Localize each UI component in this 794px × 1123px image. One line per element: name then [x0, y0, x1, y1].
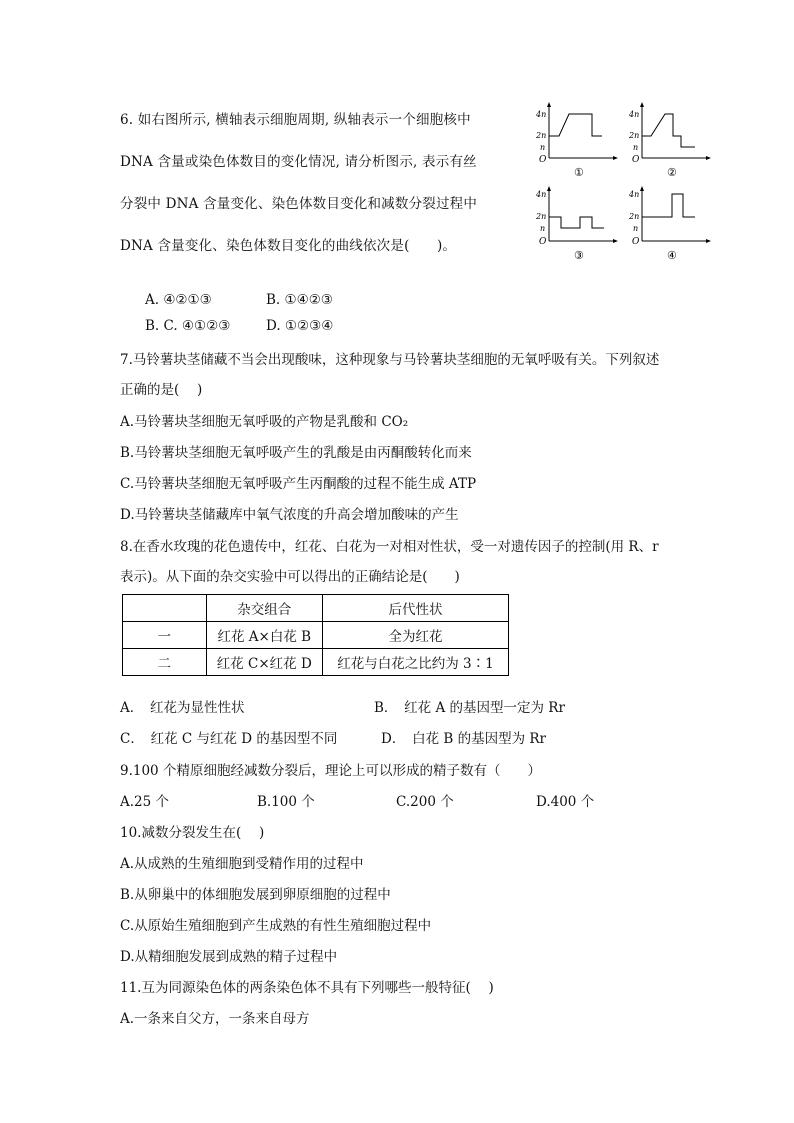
- table-header-cell: [123, 595, 207, 622]
- q8-option-c: C． 红花 C 与红花 D 的基因型不同: [120, 731, 338, 747]
- chart-1-curve: [549, 114, 602, 136]
- chart-1-x-arrow: [613, 156, 618, 160]
- q6-option-c: B. C. ④①②③: [145, 318, 231, 334]
- chart-4-label: ④: [667, 249, 677, 262]
- chart-2-tick-4n: 4n: [629, 110, 640, 119]
- q7-stem-line-1: 7.马铃薯块茎储藏不当会出现酸味，这种现象与马铃薯块茎细胞的无氧呼吸有关。下列叙述: [120, 352, 660, 368]
- q6-line-1: 6. 如右图所示, 横轴表示细胞周期, 纵轴表示一个细胞核中: [120, 112, 471, 128]
- table-row: [123, 622, 509, 649]
- chart-3-y-arrow: [547, 186, 551, 191]
- table-row: [123, 649, 509, 676]
- q10-option-a: A.从成熟的生殖细胞到受精作用的过程中: [120, 856, 364, 872]
- q6-line-3: 分裂中 DNA 含量变化、染色体数目变化和减数分裂过程中: [120, 196, 478, 212]
- chart-1-tick-o: O: [539, 155, 547, 165]
- table-cell: 二: [123, 649, 207, 676]
- q10-option-d: D.从精细胞发展到成熟的精子过程中: [120, 949, 338, 965]
- cross-table: [122, 594, 509, 676]
- q11-stem: 11.互为同源染色体的两条染色体不具有下列哪些一般特征( ): [120, 980, 494, 996]
- chart-4-x-arrow: [706, 239, 711, 243]
- chart-1-y-arrow: [547, 102, 551, 107]
- chart-2-y-arrow: [640, 102, 644, 107]
- q7-stem-line-2: 正确的是( ): [120, 382, 203, 398]
- chart-3-tick-4n: 4n: [536, 190, 547, 199]
- q9-option-c: C.200 个: [396, 794, 454, 810]
- q8-option-d: D． 白花 B 的基因型为 Rr: [381, 731, 546, 747]
- table-cell: 全为红花: [322, 622, 508, 649]
- chart-4: [625, 186, 713, 266]
- table-cell: 红花 C×红花 D: [206, 649, 322, 676]
- chart-4-curve: [642, 194, 695, 217]
- chart-3: [532, 186, 620, 266]
- chart-2-tick-2n: 2n: [629, 131, 640, 140]
- q10-stem: 10.减数分裂发生在( ): [120, 825, 265, 841]
- q7-option-c: C.马铃薯块茎细胞无氧呼吸产生丙酮酸的过程不能生成 ATP: [120, 476, 477, 492]
- chart-1: [532, 100, 620, 180]
- q6-option-d: D. ①②③④: [266, 318, 334, 334]
- table-header-cell: 后代性状: [322, 595, 508, 622]
- q8-stem-line-1: 8.在香水玫瑰的花色遗传中，红花、白花为一对相对性状，受一对遗传因子的控制(用 R、r: [120, 539, 659, 555]
- chart-3-curve: [549, 217, 604, 228]
- table-header-row: [123, 595, 509, 622]
- chart-2-x-arrow: [706, 156, 711, 160]
- q9-stem: 9.100 个精原细胞经减数分裂后，理论上可以形成的精子数有（ ）: [120, 763, 541, 779]
- chart-2-tick-n: n: [633, 143, 639, 152]
- chart-1-tick-4n: 4n: [536, 110, 547, 119]
- table-cell: 红花 A×白花 B: [206, 622, 322, 649]
- chart-3-tick-o: O: [539, 237, 547, 247]
- chart-4-y-arrow: [640, 186, 644, 191]
- q11-option-a: A.一条来自父方，一条来自母方: [120, 1011, 310, 1027]
- q7-option-a: A.马铃薯块茎细胞无氧呼吸的产物是乳酸和 CO₂: [120, 414, 409, 430]
- q10-option-b: B.从卵巢中的体细胞发展到卵原细胞的过程中: [120, 887, 391, 903]
- q9-option-a: A.25 个: [120, 794, 170, 810]
- chart-4-tick-o: O: [632, 237, 640, 247]
- q6-line-4: DNA 含量变化、染色体数目变化的曲线依次是( )。: [120, 238, 457, 254]
- table-header-cell: 杂交组合: [206, 595, 322, 622]
- chart-4-tick-2n: 2n: [629, 212, 640, 221]
- q6-option-a: A. ④②①③: [145, 292, 212, 308]
- chart-3-x-arrow: [613, 239, 618, 243]
- chart-4-tick-4n: 4n: [629, 190, 640, 199]
- chart-3-tick-n: n: [540, 224, 546, 233]
- q7-option-b: B.马铃薯块茎细胞无氧呼吸产生的乳酸是由丙酮酸转化而来: [120, 445, 472, 461]
- q10-option-c: C.从原始生殖细胞到产生成熟的有性生殖细胞过程中: [120, 918, 432, 934]
- chart-1-tick-n: n: [540, 143, 546, 152]
- chart-2: [625, 100, 713, 180]
- q8-stem-line-2: 表示)。从下面的杂交实验中可以得出的正确结论是( ): [120, 569, 460, 585]
- q9-option-b: B.100 个: [257, 794, 315, 810]
- q8-option-b: B． 红花 A 的基因型一定为 Rr: [374, 700, 565, 716]
- chart-3-tick-2n: 2n: [536, 212, 547, 221]
- chart-2-label: ②: [667, 166, 677, 179]
- chart-2-curve: [642, 114, 695, 147]
- chart-2-tick-o: O: [632, 155, 640, 165]
- chart-1-label: ①: [574, 166, 584, 179]
- table-cell: 一: [123, 622, 207, 649]
- chart-3-label: ③: [574, 249, 584, 262]
- q7-option-d: D.马铃薯块茎储藏库中氧气浓度的升高会增加酸味的产生: [120, 507, 459, 523]
- q8-option-a: A． 红花为显性性状: [120, 700, 245, 716]
- q6-line-2: DNA 含量或染色体数目的变化情况, 请分析图示, 表示有丝: [120, 154, 477, 170]
- table-cell: 红花与白花之比约为 3∶1: [322, 649, 508, 676]
- q9-option-d: D.400 个: [536, 794, 595, 810]
- chart-4-tick-n: n: [633, 224, 639, 233]
- chart-1-tick-2n: 2n: [536, 131, 547, 140]
- q6-option-b: B. ①④②③: [266, 292, 333, 308]
